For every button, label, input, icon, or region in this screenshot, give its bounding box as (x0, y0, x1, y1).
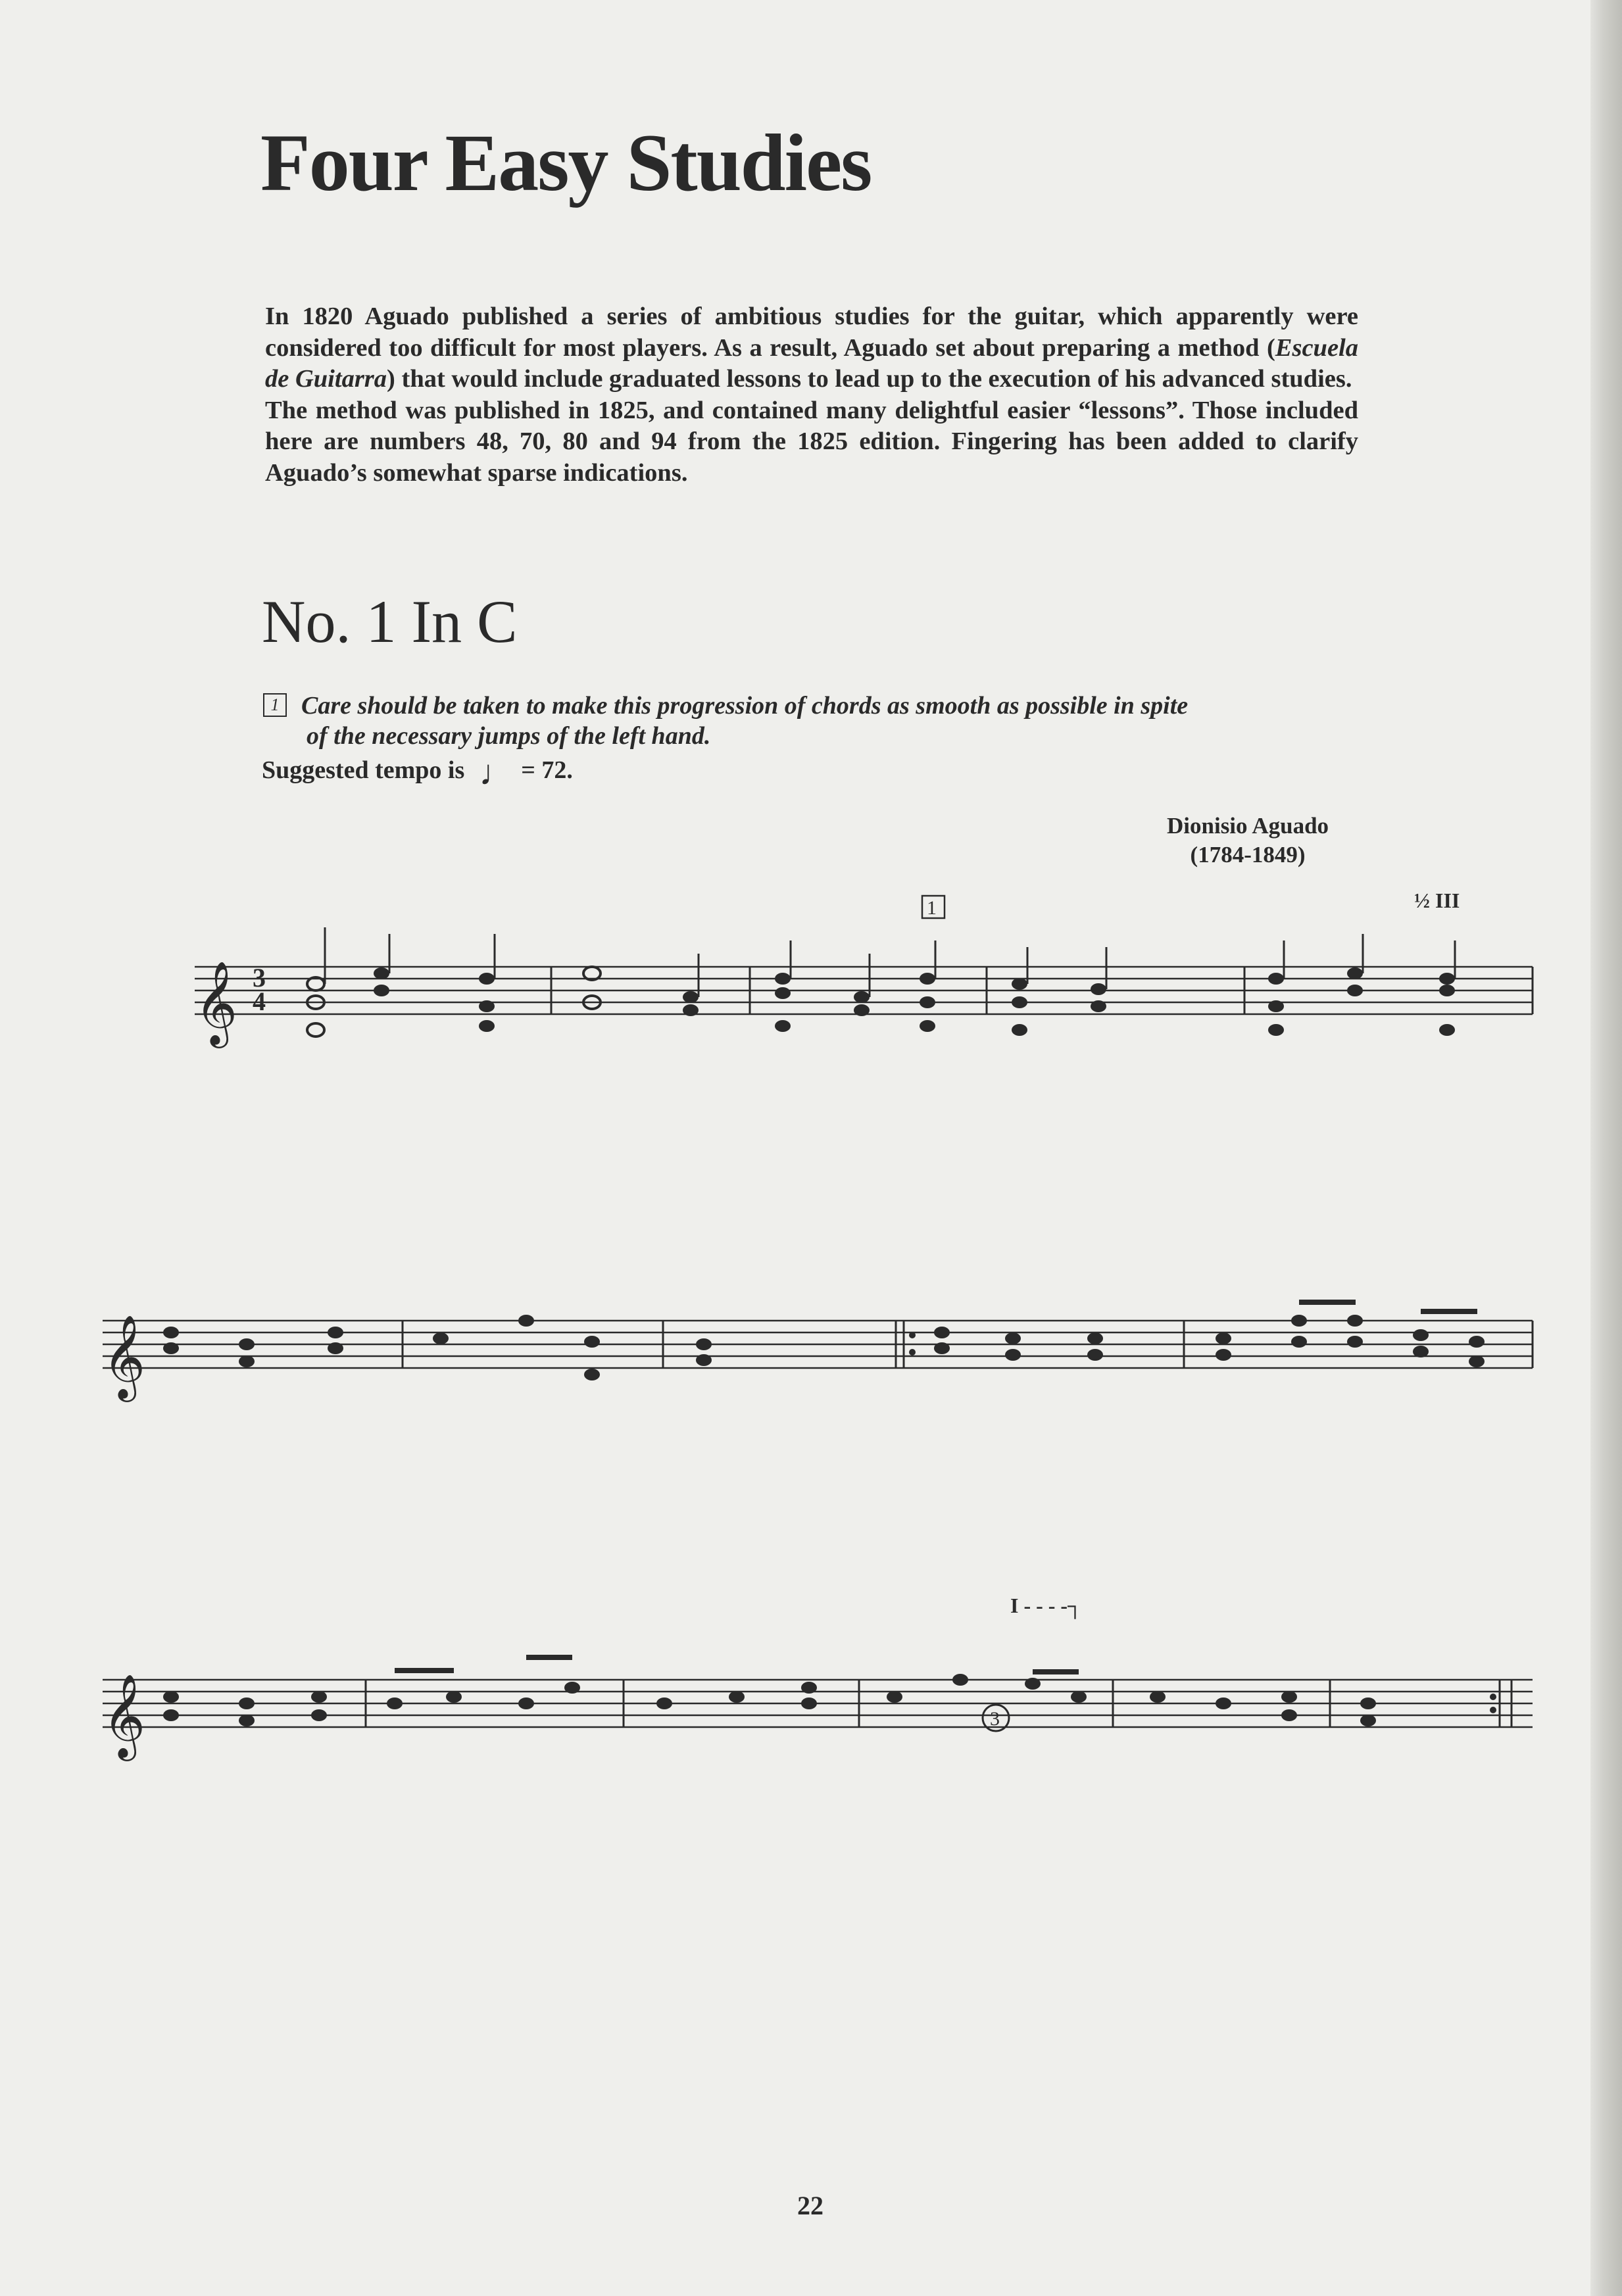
quarter-note-icon: ♩ (479, 753, 515, 793)
treble-clef-icon: 𝄞 (195, 963, 238, 1043)
page-title: Four Easy Studies (260, 118, 872, 208)
staff-system-2 (103, 1300, 1533, 1402)
time-signature-top: 3 (253, 963, 266, 992)
note-marker-box: 1 (263, 693, 287, 717)
composer-dates: (1784-1849) (1190, 842, 1306, 867)
barre-half-third: ½ III (1414, 889, 1460, 912)
barre-first-position: I - - - -┐ (1010, 1594, 1083, 1617)
treble-clef-icon: 𝄞 (103, 1317, 146, 1397)
annotation-box-label: 1 (927, 897, 937, 919)
composer-name: Dionisio Aguado (1167, 813, 1329, 839)
time-signature-bottom: 4 (253, 987, 266, 1016)
tempo-marking: Suggested tempo is ♩ = 72. (262, 753, 573, 793)
study-title: No. 1 In C (262, 588, 518, 655)
staff-system-1 (195, 889, 1533, 1048)
intro-paragraph-1: In 1820 Aguado published a series of ambitious studies for the guitar, which apparently were considered too difficult for most players. As a result, Aguado set about preparing a method (Escuela de Guitarra) that would include graduated lessons to lead up to the execution of his advanced studies. (265, 303, 1358, 393)
performance-note: 1 Care should be taken to make this progression of chords as smooth as possible in spite of the necessary jumps of the left hand. (263, 691, 1381, 751)
intro-paragraph-2: The method was published in 1825, and contained many delightful easier “lessons”. Those included here are numbers 48, 70, 80 and 94 from the 1825 edition. Fingering has been added to clarify Aguado’s somewhat sparse indications. (265, 396, 1358, 487)
string-circle-label: 3 (990, 1708, 1000, 1730)
staff-system-3 (103, 1332, 1533, 1761)
page-number: 22 (797, 2191, 823, 2220)
treble-clef-icon: 𝄞 (103, 1676, 146, 1756)
